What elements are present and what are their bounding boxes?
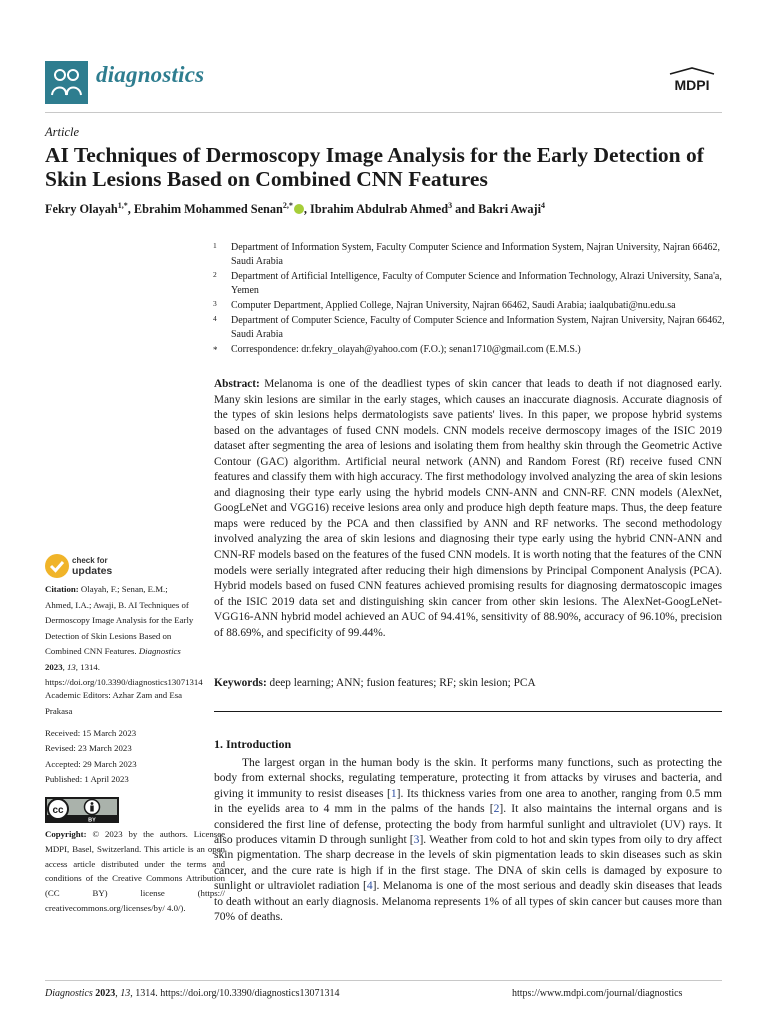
footer-divider (45, 980, 722, 981)
check-for-updates-button[interactable] (45, 554, 125, 580)
date-published: Published: 1 April 2023 (45, 773, 129, 784)
keywords (214, 677, 722, 689)
affiliation-item (213, 241, 725, 269)
citation-block: Citation: Olayah, F.; Senan, E.M.; Ahmed, I.A.; Awaji, B. AI Techniques of Dermoscopy Image Analysis for the Early Detection of Skin Lesions Based on Combined CNN Features. Diagnostics 2023, 13, 1314. https://doi.org/10.3390/diagnostics13071314 (45, 584, 203, 687)
keywords-text: deep learning; ANN; fusion features; RF; skin lesion; PCA (269, 677, 536, 689)
affiliation-number: 3 (213, 299, 217, 308)
copyright-label: Copyright: (45, 829, 87, 839)
footer-citation: Diagnostics 2023, 13, 1314. https://doi.org/10.3390/diagnostics13071314 (45, 988, 340, 999)
abstract-label: Abstract: (214, 378, 260, 390)
cc-by-license-icon[interactable] (45, 797, 119, 823)
correspondence (213, 343, 725, 357)
date-accepted: Accepted: 29 March 2023 (45, 758, 137, 769)
check-updates-line1: check for (72, 556, 108, 565)
abstract-text: Melanoma is one of the deadliest types of skin cancer that leads to death if not diagnosed early. Many skin lesions are similar in the early stages, which causes an inaccurate diagnosis. Accurate diagnosis of the types of skin lesions helps dermatologists save patients' lives. In this paper, we propose hybrid systems based on the advantages of fused CNN models. CNN models receive dermoscopy images of the ISIC 2019 dataset after segmenting the area of lesions and isolating them from healthy skin through the Geometric Active Contour (GAC) algorithm. Artificial neural network (ANN) and Random Forest (Rf) receive fused CNN features and classify them with high accuracy. The first methodology involved analyzing the area of skin lesions and diagnosing their type early using the hybrid models CNN-ANN and CNN-RF. CNN models (AlexNet, GoogLeNet and VGG16) receive lesions area only and produce high depth feature maps. Thus, the deep feature maps were reduced by the PCA and then classified by ANN and RF networks. The second methodology involved analyzing the area of skin lesions and diagnosing their type early using the hybrid CNN-ANN and CNN-RF models based on the features of the fused CNN models. It is worth noting that the features of the CNN models were serially integrated after reducing their high dimensions by Principal Component Analysis (PCA). Hybrid models based on fused CNN features achieved promising results for diagnosing dermatoscopic images of the ISIC 2019 data set and distinguishing skin cancer from other skin lesions. The AlexNet-GoogLeNet-VGG16-ANN hybrid model achieved an AUC of 94.41%, sensitivity of 88.90%, accuracy of 96.10%, precision of 88.69%, and specificity of 99.44%. (214, 378, 723, 639)
footer-doi[interactable]: , 1314. https://doi.org/10.3390/diagnostics13071314 (130, 988, 340, 999)
journal-name[interactable]: diagnostics (96, 62, 205, 87)
citation-text: Olayah, F.; Senan, E.M.; Ahmed, I.A.; Awaji, B. AI Techniques of Dermoscopy Image Analysis for the Early Detection of Skin Lesions Based on Combined CNN Features. (45, 584, 194, 656)
paper-title: AI Techniques of Dermoscopy Image Analysis for the Early Detection of Skin Lesions Based on Combined CNN Features (45, 143, 704, 191)
intro-text: ]. Its thickness varies from one area to another, ranging from 0.5 mm in the eyelids area to 4 mm in the palms of the hands [ (214, 787, 722, 816)
header-divider (45, 112, 722, 113)
journal-logo-icon (45, 61, 88, 104)
article-type: Article (45, 125, 80, 139)
citation-doi[interactable]: , 1314. https://doi.org/10.3390/diagnostics13071314 (45, 661, 203, 687)
intro-text: ]. Melanoma is one of the most serious and deadly skin diseases that leads to death without an early diagnosis. Melanoma represents 1% of all types of skin cancer but causes more than 70% of deaths. (214, 880, 723, 924)
affiliation-text: Department of Artificial Intelligence, Faculty of Computer Science and Information Technology, Alrazi University, Sana'a, Yemen (231, 271, 722, 296)
author-name: Ebrahim Mohammed Senan (133, 202, 283, 217)
date-received: Received: 15 March 2023 (45, 728, 137, 738)
author-name: Ibrahim Abdulrab Ahmed (310, 202, 449, 217)
citation-link[interactable]: 4 (366, 880, 373, 893)
keywords-divider (214, 711, 722, 712)
author-name: Fekry Olayah (45, 202, 118, 217)
svg-text:MDPI: MDPI (674, 77, 710, 93)
citation-link[interactable]: 3 (413, 834, 420, 847)
author-affiliation-mark: 3 (448, 201, 453, 210)
check-updates-line2: updates (72, 565, 113, 577)
affiliation-item (213, 299, 725, 313)
editors-label: Academic Editors: (45, 690, 111, 700)
citation-year: 2023 (45, 661, 63, 672)
author-affiliation-mark: 1,* (117, 201, 128, 210)
correspondence-text[interactable]: Correspondence: dr.fekry_olayah@yahoo.com (F.O.); senan1710@gmail.com (E.M.S.) (231, 344, 581, 355)
introduction-body (214, 756, 722, 925)
affiliation-number: 2 (213, 270, 217, 279)
affiliation-item (213, 270, 725, 298)
citation-link[interactable]: 2 (493, 803, 500, 816)
copyright-notice (45, 827, 225, 916)
orcid-icon[interactable] (294, 204, 304, 214)
editors-names: Azhar Zam and Esa Prakasa (45, 690, 183, 716)
affiliation-number: 4 (213, 314, 217, 323)
svg-text:BY: BY (88, 817, 96, 823)
publication-dates (45, 726, 195, 787)
author-separator: , (303, 202, 311, 217)
intro-text: The largest organ in the human body is the skin. It performs many functions, such as protecting the body from external shocks, regulating temperature, protecting it from attacks by viruses and bacteria, and giving it immunity to resist diseases [ (214, 757, 722, 800)
affiliation-text: Department of Information System, Faculty Computer Science and Information System, Najran University, Najran 66462, Saudi Arabia (231, 242, 720, 267)
author-affiliation-mark: 4 (541, 201, 546, 210)
author-separator: , (127, 202, 134, 217)
svg-text:cc: cc (52, 805, 64, 816)
citation-label: Citation: (45, 584, 79, 594)
author-name: Bakri Awaji (478, 202, 542, 217)
correspondence-mark: * (213, 345, 218, 355)
citation-link[interactable]: 1 (390, 787, 397, 800)
academic-editors (45, 688, 195, 719)
footer-journal-url[interactable]: https://www.mdpi.com/journal/diagnostics (512, 988, 683, 999)
publisher-logo[interactable] (664, 66, 720, 96)
affiliation-item (213, 314, 725, 342)
date-revised: Revised: 23 March 2023 (45, 743, 132, 754)
citation-journal: Diagnostics (138, 646, 181, 656)
footer-journal: Diagnostics (45, 988, 93, 999)
author-list (45, 201, 735, 217)
author-affiliation-mark: 2,* (282, 201, 293, 210)
affiliation-number: 1 (213, 241, 217, 250)
keywords-label: Keywords: (214, 677, 267, 689)
author-separator: and (452, 202, 479, 217)
affiliations (213, 241, 725, 358)
affiliation-text: Computer Department, Applied College, Najran University, Najran 66462, Saudi Arabia; iaalqubati@nu.edu.sa (231, 300, 676, 311)
footer-volume: 13 (120, 988, 131, 999)
citation-volume: 13 (67, 661, 76, 672)
footer-year: 2023 (95, 988, 116, 999)
intro-text: ]. It also maintains the internal organs and is considered the first line of defense, protecting the body from harmful sunlight and ultraviolet (UV) rays. It also produces vitamin D through sunlight [ (214, 803, 722, 847)
section-heading: 1. Introduction (214, 737, 292, 751)
affiliation-text: Department of Computer Science, Faculty of Computer Science and Information System, Najran University, Najran 66462, Saudi Arabia (231, 315, 725, 340)
check-updates-icon (45, 554, 69, 578)
introduction-paragraph (214, 756, 722, 925)
copyright-text: © 2023 by the authors. Licensee MDPI, Basel, Switzerland. This article is an open access article distributed under the terms and conditions of the Creative Commons Attribution (CC BY) license (https:// creativecommons.org/licenses/by/ 4.0/). (45, 829, 226, 913)
abstract (214, 377, 722, 641)
intro-text: ]. Weather from cold to hot and skin types from oily to dry affect skin pigmentation. The sharp decrease in the levels of skin pigmentation leads to skin diseases such as skin cancer, and the cure rate is high if in the first stage. The DNA of skin cells is damaged by exposure to sunlight or ultraviolet radiation [ (214, 834, 722, 893)
